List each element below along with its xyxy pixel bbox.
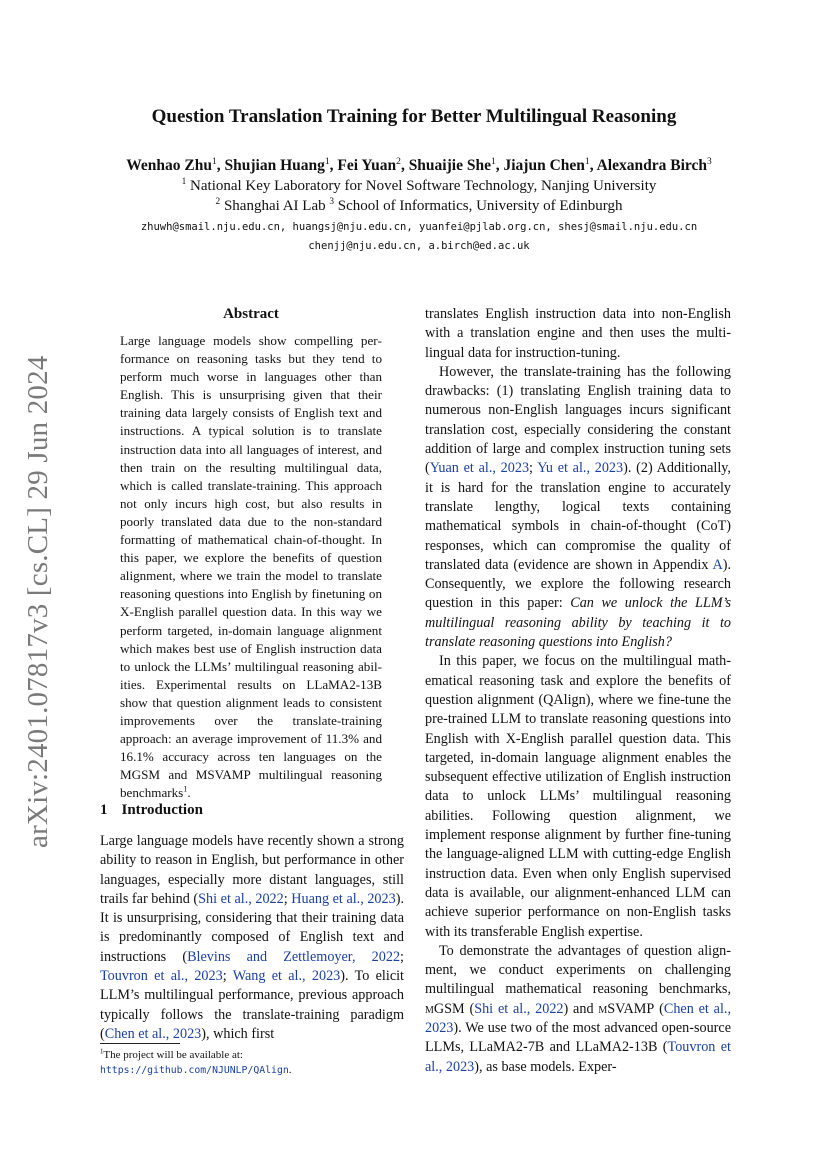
- paragraph: To demonstrate the advantages of question alignment, we conduct experiments on challenging multilingual mathematical reasoning benchmarks, mGSM (Shi et al., 2022) and mSVAMP (Chen et al., 2023). We use two of the most advanced open-source LLMs, LLaMA2-7B and LLaMA2-13B (Touvron et al., 2023), as base models. Exper-: [425, 942, 731, 1075]
- paragraph: However, the translate-training has the following drawbacks: (1) translating English training data to numerous non-English languages incurs significant translation cost, especially considering the constant addition of large and complex instruction tuning sets (Yuan et al., 2023; Yu et al., 2023). (2) Additionally, it is hard for the translation engine to accurately translate lengthy, logical texts containing mathematical symbols in chain-of-thought (CoT) responses, which can compromise the quality of translated data (evidence are shown in Appendix A). Consequently, we explore the following research question in this paper: Can we unlock the LLM’s multilingual reasoning ability by teaching it to translate reasoning questions into English?: [425, 363, 732, 651]
- footnote-divider: [100, 1043, 180, 1044]
- author-name: Wenhao Zhu: [126, 157, 212, 174]
- citation-link[interactable]: Shi et al., 2022: [198, 890, 284, 907]
- paragraph: translates English instruction data into non-English with a translation engine and then uses the multilingual data for instruction-tuning.: [425, 306, 731, 361]
- citation-link[interactable]: Wang et al., 2023: [232, 968, 341, 985]
- email-line-1[interactable]: zhuwh@smail.nju.edu.cn, huangsj@nju.edu.cn, yuanfei@pjlab.org.cn, shesj@smail.nju.edu.cn: [140, 221, 698, 233]
- author-affiliation-mark: 2: [396, 155, 401, 167]
- author-list: Wenhao Zhu$^1$, Shujian Huang$^1$, Fei Yuan$^2$, Shuaijie She$^1$, Jiajun Chen$^1$, Alexandra Birch$^3$: [126, 155, 712, 174]
- introduction-paragraph: Large language models have recently shown a strong ability to reason in English, but performance in other languages, especially more distant languages, still trails far behind (Shi et al., 2022; Huang et al., 2023). It is unsurprising, considering that their training data is predominantly composed of English text and instructions (Blevins and Zettlemoyer, 2022; Touvron et al., 2023; Wang et al., 2023). To elicit LLM’s multilingual performance, previous approach typically follows the translate-training paradigm (Chen et al., 2023), which first: [100, 833, 404, 1042]
- right-column-text: [425, 305, 731, 1077]
- email-line-2[interactable]: chenjj@nju.edu.cn, a.birch@ed.ac.uk: [308, 240, 530, 252]
- citation-link[interactable]: Yuan et al., 2023: [429, 460, 530, 477]
- citation-link[interactable]: Huang et al., 2023: [291, 890, 396, 907]
- footnote: $^1$The project will be available at: https://github.com/NJUNLP/QAlign.: [100, 1048, 292, 1076]
- author-affiliation-mark: 3: [706, 155, 712, 167]
- author-name: Shuaijie She: [408, 157, 491, 174]
- footnote-mark[interactable]: 1: [183, 784, 188, 794]
- author-name: Alexandra Birch: [596, 157, 707, 174]
- citation-link[interactable]: Blevins and Zettlemoyer, 2022: [187, 948, 401, 965]
- author-affiliation-mark: 1: [211, 155, 217, 167]
- affiliation-line-1: $^1$ National Key Laboratory for Novel Software Technology, Nanjing University: [181, 177, 657, 194]
- abstract-heading: Abstract: [223, 306, 279, 322]
- citation-link[interactable]: Shi et al., 2022: [474, 1000, 564, 1017]
- citation-link[interactable]: Chen et al., 2023: [104, 1025, 202, 1042]
- appendix-link[interactable]: A: [712, 556, 723, 573]
- footnote-url-link[interactable]: https://github.com/NJUNLP/QAlign: [100, 1065, 289, 1076]
- author-name: Fei Yuan: [337, 157, 397, 174]
- citation-link[interactable]: Chen et al., 2023: [425, 1000, 731, 1036]
- arxiv-identifier: arXiv:2401.07817v3 [cs.CL] 29 Jun 2024: [22, 355, 54, 848]
- citation-link[interactable]: Yu et al., 2023: [537, 460, 624, 477]
- abstract-body: Large language models show compelling performance on reasoning tasks but they tend to perform much worse in languages other than English. This is unsurprising given that their training data largely consists of English text and instructions. A typical solution is to translate instruction data into all languages of interest, and then train on the resulting multilingual data, which is called translate-training. This approach not only incurs high cost, but also results in poorly translated data due to the non-standard formatting of mathematical chain-of-thought. In this paper, we explore the benefits of question alignment, where we train the model to translate reasoning questions into English by finetuning on X-English parallel question data. In this way we perform targeted, in-domain language alignment which makes best use of English instruction data to unlock the LLMs’ multilingual reasoning abilities. Experimental results on LLaMA2-13B show that question alignment leads to consistent improvements over the translate-training approach: an average improvement of 11.3% and 16.1% accuracy across ten languages on the MGSM and MSVAMP multilingual reasoning benchmarks$^1$.: [120, 333, 382, 801]
- author-name: Jiajun Chen: [503, 157, 585, 174]
- author-name: Shujian Huang: [224, 157, 325, 174]
- author-affiliation-mark: 1: [584, 155, 590, 167]
- citation-link[interactable]: Touvron et al., 2023: [100, 968, 223, 985]
- author-affiliation-mark: 1: [324, 155, 330, 167]
- affiliation-line-2: $^2$ Shanghai AI Lab $^3$ School of Informatics, University of Edinburgh: [215, 197, 623, 214]
- citation-link[interactable]: Touvron et al., 2023: [425, 1039, 731, 1075]
- paragraph: In this paper, we focus on the multilingual mathematical reasoning task and explore the benefits of question alignment (QAlign), where we fine-tune the pre-trained LLM to translate reasoning questions into English with X-English parallel question data. This targeted, in-domain language alignment enables the subsequent effective utilization of English instruction data to unlock LLMs’ multilingual reasoning abilities. Following question alignment, we implement response alignment by further fine-tuning the language-aligned LLM with cutting-edge English instruction data. Even when only English supervised data is available, our alignment-enhanced LLM can achieve superior performance on non-English tasks with its transferable English expertise.: [425, 653, 731, 940]
- section-heading: 1 Introduction: [100, 802, 203, 818]
- author-affiliation-mark: 1: [490, 155, 496, 167]
- research-question: Can we unlock the LLM’s multilingual reasoning ability by teaching it to translate reasoning questions into English?: [425, 595, 732, 651]
- paper-title: Question Translation Training for Better Multilingual Reasoning: [151, 106, 677, 127]
